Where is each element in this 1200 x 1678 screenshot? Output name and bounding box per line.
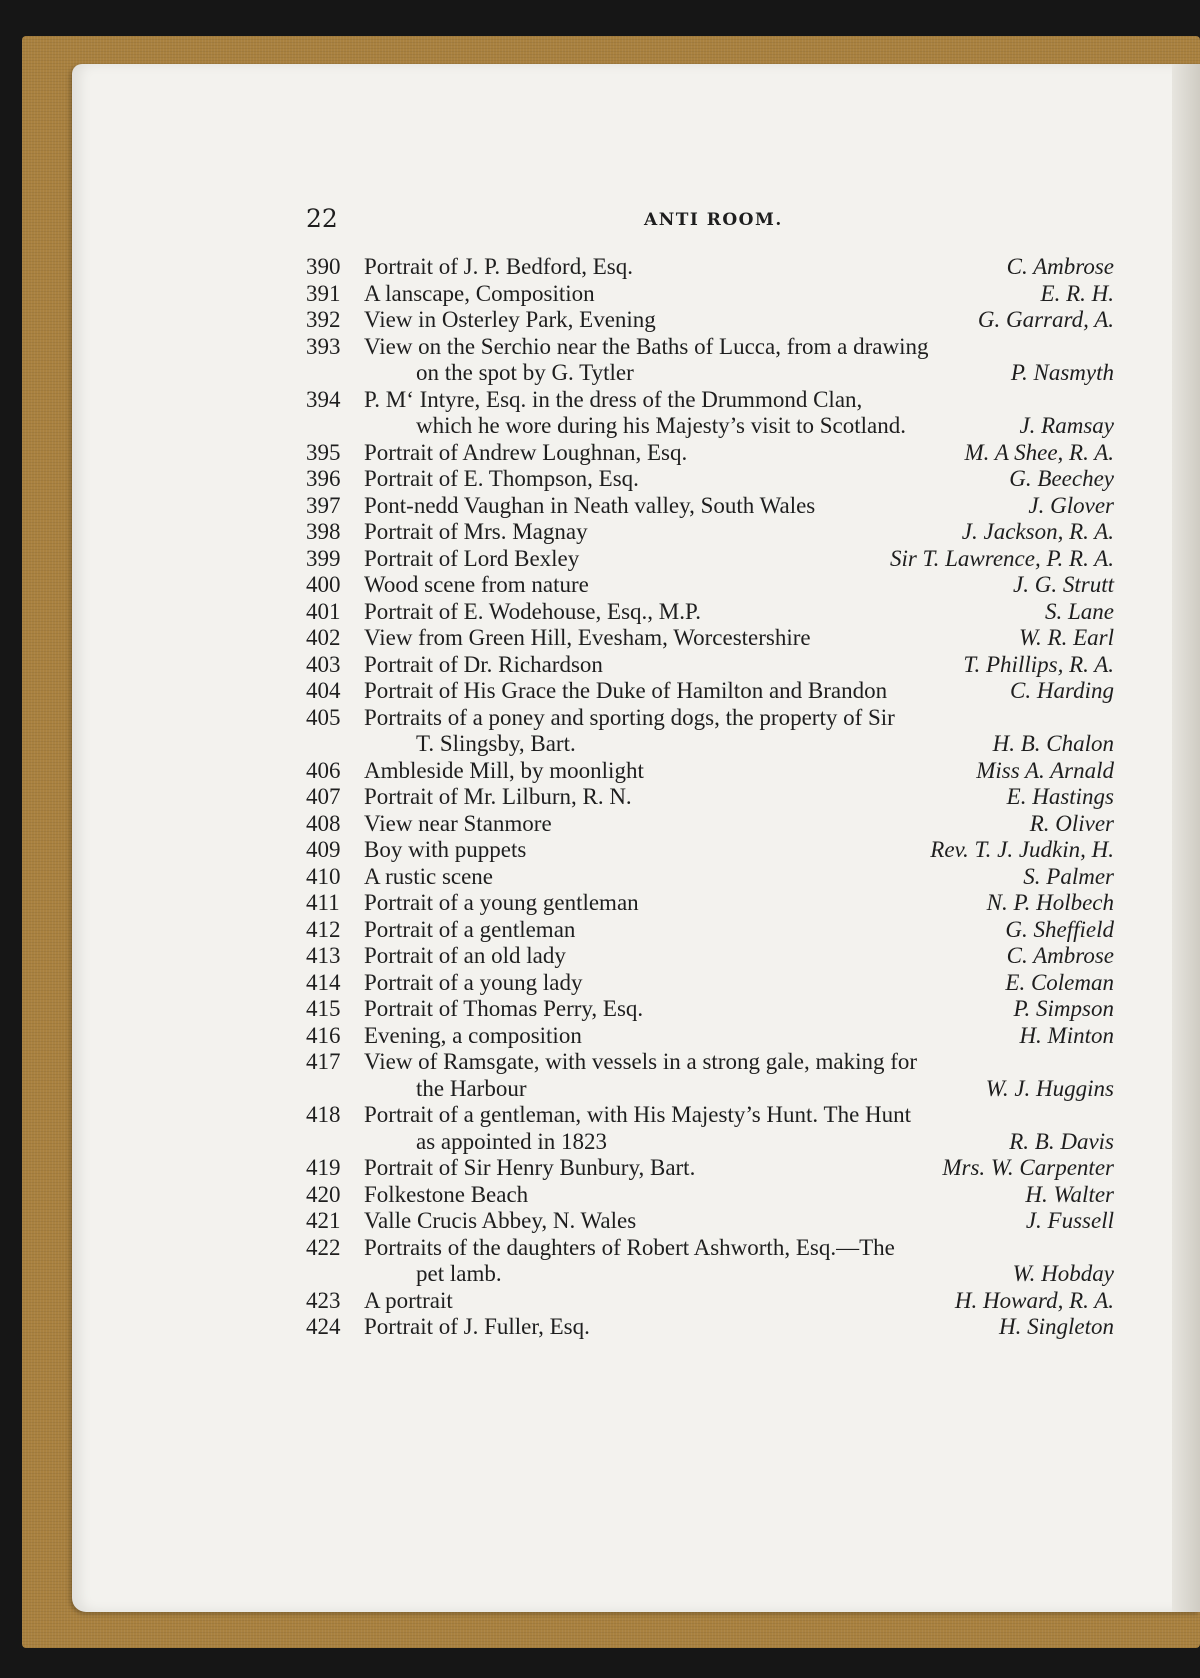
entry-number: 412 [306,916,341,942]
catalogue-line [306,943,1114,970]
entry-number: 391 [306,280,341,306]
entry-artist: J. G. Strutt [1013,572,1114,597]
entry-artist: H. B. Chalon [992,731,1114,756]
catalogue-line [306,652,1114,679]
entry-title: Valle Crucis Abbey, N. Wales [364,1208,637,1233]
entry-artist: H. Singleton [999,1314,1114,1339]
entry-title: View near Stanmore [364,810,552,836]
entry-artist: W. J. Huggins [985,1075,1114,1101]
entry-number: 409 [306,837,341,862]
entry-number: 396 [306,466,341,491]
catalogue-line [306,1314,1114,1341]
entry-number: 392 [306,307,341,332]
entry-title: View of Ramsgate, with vessels in a strong gale, making for [364,1049,918,1074]
entry-artist: J. Ramsay [1019,413,1114,438]
catalogue-line [306,387,1114,414]
entry-title: which he wore during his Majesty’s visit to Scotland. [416,413,906,438]
entry-title: Portrait of a young gentleman [364,890,639,915]
entry-title: View from Green Hill, Evesham, Worcestershire [364,625,811,650]
catalogue-line [306,917,1114,944]
entry-number: 398 [306,519,341,544]
entry-title: Pont-nedd Vaughan in Neath valley, South Wales [364,492,816,518]
entry-artist: C. Ambrose [1006,943,1114,968]
catalogue-line [306,572,1114,599]
entry-title: Portrait of E. Thompson, Esq. [364,466,639,491]
entry-title: T. Slingsby, Bart. [416,731,576,756]
entry-number: 390 [306,254,341,279]
entry-number: 408 [306,810,341,836]
entry-title: Portraits of a poney and sporting dogs, the property of Sir [364,704,895,730]
entry-artist: C. Harding [1010,678,1114,703]
entry-number: 403 [306,651,341,677]
catalogue-line [306,890,1114,917]
entry-artist: W. Hobday [1012,1261,1114,1286]
catalogue-line [306,1102,1114,1129]
entry-number: 423 [306,1287,341,1313]
entry-title: View in Osterley Park, Evening [364,307,656,332]
entry-number: 424 [306,1314,341,1339]
entry-number: 399 [306,545,341,571]
entry-number: 400 [306,572,341,597]
catalogue-line [306,705,1114,732]
entry-artist: J. Fussell [1025,1208,1114,1233]
catalogue-line [306,996,1114,1023]
catalogue-line [306,731,1114,758]
entry-title: Portrait of an old lady [364,943,566,968]
entry-number: 395 [306,439,341,465]
entry-title: as appointed in 1823 [416,1128,607,1154]
entry-number: 414 [306,969,341,995]
entry-number: 394 [306,386,341,412]
entry-number: 404 [306,678,341,703]
catalogue-line [306,1023,1114,1050]
entry-title: Portrait of J. P. Bedford, Esq. [364,254,633,279]
catalogue-line [306,466,1114,493]
catalogue-line [306,334,1114,361]
entry-title: Portrait of a young lady [364,969,583,995]
page-number: 22 [306,204,338,233]
entry-number: 417 [306,1049,341,1074]
entry-number: 393 [306,333,341,359]
entry-artist: Miss A. Arnald [976,757,1114,783]
entry-artist: Sir T. Lawrence, P. R. A. [889,545,1114,571]
entry-artist: G. Garrard, A. [977,307,1114,332]
catalogue-line [306,625,1114,652]
catalogue-line [306,811,1114,838]
catalogue-line [306,1129,1114,1156]
catalogue-line [306,1049,1114,1076]
catalogue-line [306,1261,1114,1288]
catalogue-line [306,546,1114,573]
entry-title: Wood scene from nature [364,572,589,597]
entry-number: 410 [306,863,341,889]
entry-number: 419 [306,1155,341,1180]
entry-number: 421 [306,1208,341,1233]
catalogue-line [306,864,1114,891]
entry-title: A lanscape, Composition [364,280,595,306]
entry-artist: H. Howard, R. A. [954,1287,1114,1313]
entry-title: Portrait of E. Wodehouse, Esq., M.P. [364,598,701,624]
entry-number: 406 [306,757,341,783]
entry-title: Portraits of the daughters of Robert Ashworth, Esq.—The [364,1234,895,1260]
catalogue-line [306,493,1114,520]
entry-title: Portrait of J. Fuller, Esq. [364,1314,590,1339]
entry-title: Portrait of Andrew Loughnan, Esq. [364,439,688,465]
entry-number: 420 [306,1181,341,1207]
catalogue-line [306,413,1114,440]
running-head: ANTI ROOM. [644,210,783,230]
entry-number: 415 [306,996,341,1021]
entry-artist: N. P. Holbech [986,890,1114,915]
entry-title: Portrait of Mrs. Magnay [364,519,588,544]
entry-title: View on the Serchio near the Baths of Lucca, from a drawing [364,333,929,359]
entry-title: Portrait of Mr. Lilburn, R. N. [364,784,632,809]
catalogue-line [306,281,1114,308]
entry-artist: H. Minton [1019,1022,1114,1048]
entry-artist: G. Sheffield [1005,916,1114,942]
entry-artist: J. Glover [1028,492,1114,518]
entry-title: Evening, a composition [364,1022,582,1048]
entry-title: Portrait of His Grace the Duke of Hamilton and Brandon [364,678,888,703]
entry-number: 418 [306,1102,341,1127]
entry-artist: R. B. Davis [1009,1128,1114,1154]
entry-artist: Mrs. W. Carpenter [942,1155,1114,1180]
catalogue-entries [306,254,1114,1341]
catalogue-line [306,254,1114,281]
entry-number: 401 [306,598,341,624]
entry-number: 416 [306,1022,341,1048]
entry-number: 411 [306,890,340,915]
entry-title: pet lamb. [416,1261,502,1286]
catalogue-line [306,599,1114,626]
entry-title: on the spot by G. Tytler [416,360,634,385]
entry-artist: J. Jackson, R. A. [961,519,1114,544]
entry-artist: G. Beechey [1009,466,1114,491]
entry-title: P. M‘ Intyre, Esq. in the dress of the Drummond Clan, [364,386,863,412]
catalogue-line [306,1182,1114,1209]
entry-title: A rustic scene [364,863,494,889]
entry-title: Portrait of a gentleman [364,916,576,942]
entry-number: 422 [306,1234,341,1260]
entry-number: 407 [306,784,341,809]
catalogue-line [306,1208,1114,1235]
entry-title: the Harbour [416,1075,527,1101]
entry-title: Portrait of Thomas Perry, Esq. [364,996,644,1021]
entry-artist: H. Walter [1025,1181,1114,1207]
catalogue-line [306,1235,1114,1262]
catalogue-line [306,360,1114,387]
entry-title: Boy with puppets [364,837,527,862]
entry-artist: Rev. T. J. Judkin, H. [930,837,1114,862]
entry-artist: S. Palmer [1023,863,1114,889]
entry-title: Portrait of a gentleman, with His Majesty’s Hunt. The Hunt [364,1102,912,1127]
catalogue-line [306,837,1114,864]
entry-artist: E. Coleman [1005,969,1114,995]
entry-title: Folkestone Beach [364,1181,529,1207]
catalogue-line [306,1076,1114,1103]
catalogue-line [306,519,1114,546]
entry-number: 405 [306,704,341,730]
entry-artist: E. Hastings [1006,784,1114,809]
catalogue-line [306,784,1114,811]
catalogue-line [306,307,1114,334]
catalogue-line [306,678,1114,705]
entry-number: 397 [306,492,341,518]
entry-artist: P. Simpson [1013,996,1114,1021]
entry-artist: W. R. Earl [1019,625,1114,650]
catalogue-line [306,440,1114,467]
catalogue-line [306,1288,1114,1315]
catalogue-line [306,758,1114,785]
entry-title: Portrait of Dr. Richardson [364,651,603,677]
catalogue-line [306,970,1114,997]
entry-number: 413 [306,943,341,968]
entry-artist: C. Ambrose [1006,254,1114,279]
entry-title: Portrait of Lord Bexley [364,545,580,571]
entry-artist: S. Lane [1045,598,1114,624]
entry-artist: P. Nasmyth [1010,360,1114,385]
entry-artist: M. A Shee, R. A. [964,439,1114,465]
entry-artist: E. R. H. [1040,280,1114,306]
page-edge [1172,64,1200,1612]
entry-artist: R. Oliver [1029,810,1114,836]
entry-title: Ambleside Mill, by moonlight [364,757,644,783]
entry-number: 402 [306,625,341,650]
entry-title: A portrait [364,1287,453,1313]
entry-title: Portrait of Sir Henry Bunbury, Bart. [364,1155,696,1180]
catalogue-line [306,1155,1114,1182]
entry-artist: T. Phillips, R. A. [963,651,1114,677]
